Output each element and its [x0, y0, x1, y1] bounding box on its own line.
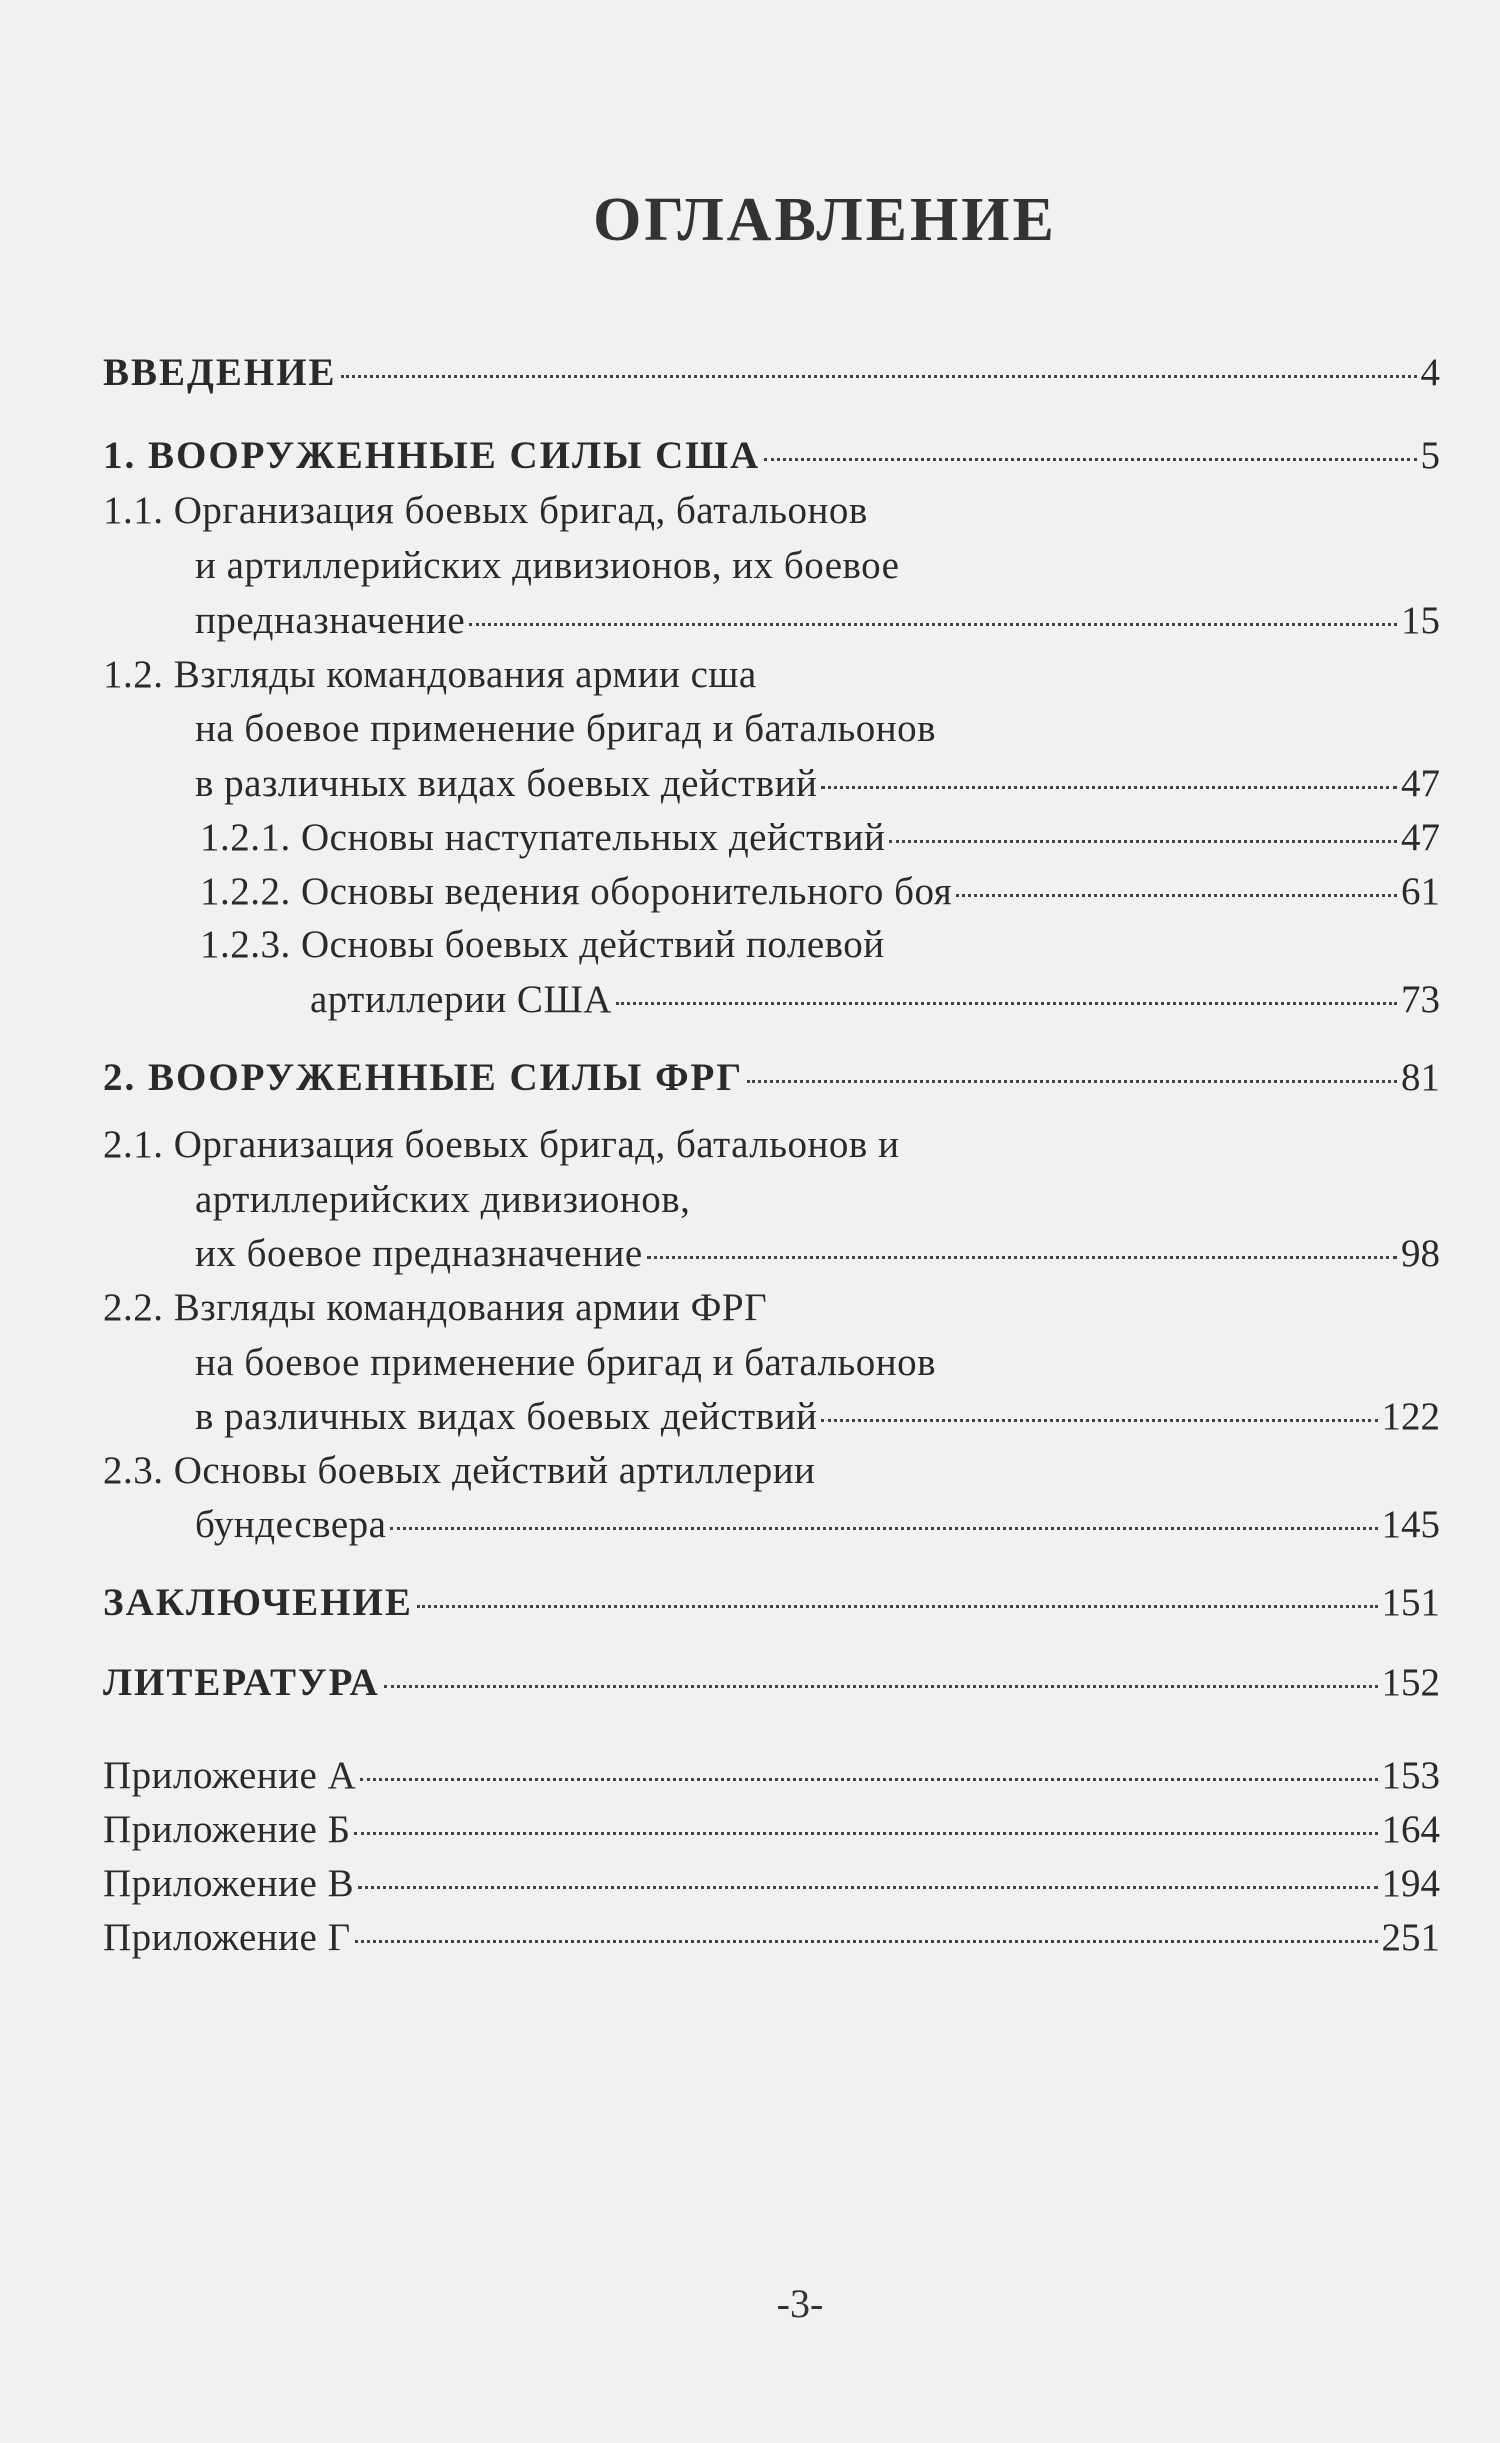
- toc-page-number: 151: [1381, 1581, 1440, 1624]
- toc-entry-title: Приложение Б: [103, 1808, 351, 1851]
- toc-entry-2-1: [195, 1231, 1440, 1276]
- toc-entry-1-2: [195, 761, 1440, 806]
- dot-leader: [616, 1002, 1397, 1005]
- toc-page-number: 73: [1401, 978, 1440, 1021]
- toc-entry-title: артиллерии США: [310, 978, 612, 1021]
- toc-entry-title: их боевое предназначение: [195, 1232, 643, 1275]
- toc-page-number: 152: [1381, 1661, 1440, 1704]
- toc-entry-title: Приложение В: [103, 1862, 355, 1905]
- dot-leader: [956, 894, 1397, 897]
- toc-entry-title: 1.2.1. Основы наступательных действий: [200, 816, 886, 859]
- toc-entry-1-2-2: [200, 869, 1440, 914]
- toc-entry-appendix-g: [103, 1915, 1440, 1960]
- toc-entry-chapter-2: [103, 1055, 1440, 1100]
- toc-entry-1-2-1: [200, 815, 1440, 860]
- toc-entry-title: ВВЕДЕНИЕ: [103, 351, 337, 394]
- toc-entry-1-2-line2: на боевое применение бригад и батальонов: [195, 707, 937, 750]
- toc-entry-2-3-line1: 2.3. Основы боевых действий артиллерии: [103, 1449, 816, 1492]
- dot-leader: [764, 458, 1416, 461]
- toc-entry-title: ЛИТЕРАТУРА: [103, 1661, 380, 1704]
- toc-entry-2-3: [195, 1502, 1440, 1547]
- dot-leader: [647, 1256, 1397, 1259]
- toc-entry-1-1-line2: и артиллерийских дивизионов, их боевое: [195, 544, 900, 587]
- dot-leader: [355, 1940, 1378, 1943]
- dot-leader: [358, 1886, 1377, 1889]
- toc-page-number: 194: [1381, 1862, 1440, 1905]
- toc-entry-literature: [103, 1660, 1440, 1705]
- dot-leader: [341, 375, 1417, 378]
- toc-entry-title: в различных видах боевых действий: [195, 1395, 818, 1438]
- toc-page-number: 81: [1401, 1056, 1440, 1099]
- dot-leader: [469, 623, 1397, 626]
- toc-page-number: 145: [1381, 1503, 1440, 1546]
- toc-page-number: 164: [1381, 1808, 1440, 1851]
- toc-entry-title: бундесвера: [195, 1503, 387, 1546]
- toc-entry-1-2-line1: 1.2. Взгляды командования армии сша: [103, 653, 757, 696]
- toc-entry-introduction: [103, 350, 1440, 395]
- toc-entry-1-1: [195, 598, 1440, 643]
- toc-page-number: 4: [1420, 351, 1440, 394]
- toc-page-number: 47: [1401, 762, 1440, 805]
- toc-entry-title: Приложение А: [103, 1754, 357, 1797]
- toc-entry-1-2-3: [310, 977, 1440, 1022]
- toc-entry-title: предназначение: [195, 599, 466, 642]
- toc-page-number: 15: [1401, 599, 1440, 642]
- page-title: ОГЛАВЛЕНИЕ: [593, 186, 1057, 254]
- toc-page-number: 98: [1401, 1232, 1440, 1275]
- dot-leader: [390, 1527, 1377, 1530]
- toc-entry-appendix-b: [103, 1807, 1440, 1852]
- toc-entry-conclusion: [103, 1580, 1440, 1625]
- page-number-footer: -3-: [776, 2281, 824, 2326]
- toc-page-number: 122: [1381, 1395, 1440, 1438]
- dot-leader: [354, 1832, 1377, 1835]
- toc-page-number: 251: [1381, 1916, 1440, 1959]
- toc-page-number: 5: [1420, 434, 1440, 477]
- toc-entry-2-2-line1: 2.2. Взгляды командования армии ФРГ: [103, 1286, 768, 1329]
- toc-entry-appendix-v: [103, 1861, 1440, 1906]
- toc-entry-title: 2. ВООРУЖЕННЫЕ СИЛЫ ФРГ: [103, 1056, 744, 1099]
- toc-page-number: 61: [1401, 870, 1440, 913]
- dot-leader: [821, 1419, 1377, 1422]
- toc-entry-title: в различных видах боевых действий: [195, 762, 818, 805]
- toc-entry-1-1-line1: 1.1. Организация боевых бригад, батальонов: [103, 489, 868, 532]
- dot-leader: [384, 1685, 1378, 1688]
- dot-leader: [747, 1080, 1397, 1083]
- dot-leader: [417, 1605, 1378, 1608]
- toc-entry-chapter-1: [103, 433, 1440, 478]
- toc-page-number: 153: [1381, 1754, 1440, 1797]
- dot-leader: [360, 1778, 1377, 1781]
- toc-entry-2-2: [195, 1394, 1440, 1439]
- toc-entry-2-1-line2: артиллерийских дивизионов,: [195, 1178, 691, 1221]
- toc-entry-title: Приложение Г: [103, 1916, 351, 1959]
- toc-entry-appendix-a: [103, 1753, 1440, 1798]
- toc-entry-title: 1. ВООРУЖЕННЫЕ СИЛЫ США: [103, 434, 761, 477]
- toc-entry-2-1-line1: 2.1. Организация боевых бригад, батальонов и: [103, 1123, 900, 1166]
- toc-entry-1-2-3-line1: 1.2.3. Основы боевых действий полевой: [200, 923, 885, 966]
- toc-entry-title: 1.2.2. Основы ведения оборонительного боя: [200, 870, 953, 913]
- toc-entry-title: ЗАКЛЮЧЕНИЕ: [103, 1581, 413, 1624]
- toc-page-number: 47: [1401, 816, 1440, 859]
- dot-leader: [821, 786, 1397, 789]
- dot-leader: [889, 840, 1397, 843]
- toc-entry-2-2-line2: на боевое применение бригад и батальонов: [195, 1341, 937, 1384]
